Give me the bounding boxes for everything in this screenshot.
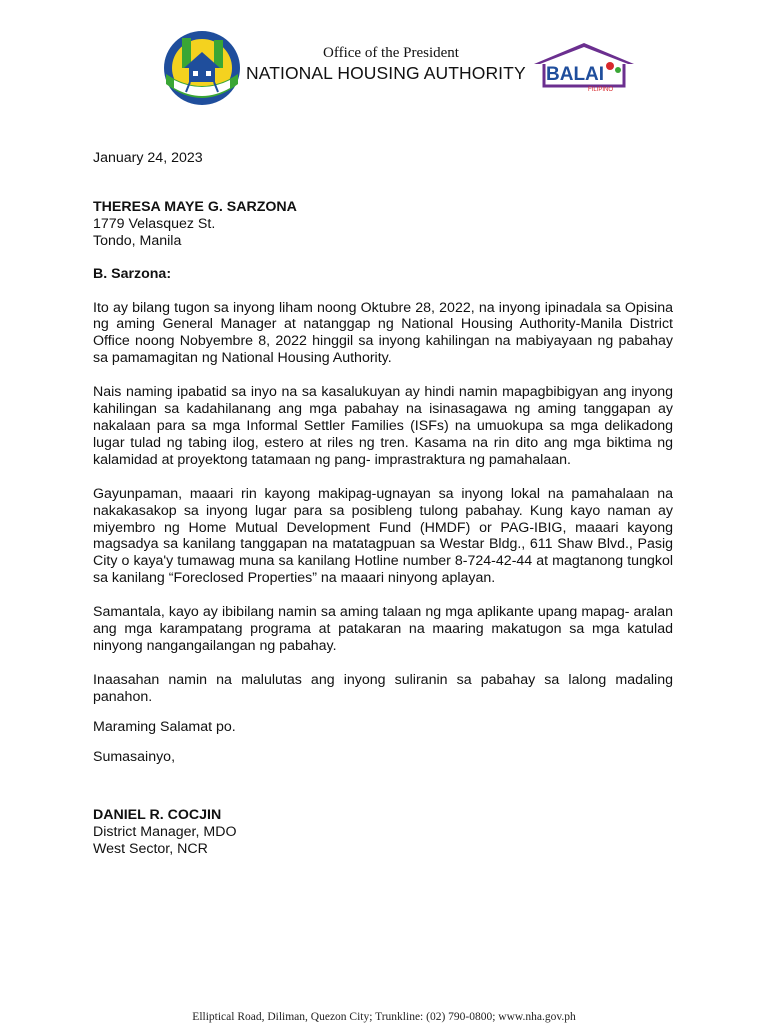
recipient-address-line2: Tondo, Manila [93, 232, 182, 249]
signatory-name: DANIEL R. COCJIN [93, 807, 222, 824]
salutation: B. Sarzona: [93, 265, 172, 282]
office-of-the-president: Office of the President [323, 45, 459, 61]
letter-body [93, 150, 673, 858]
letterhead [0, 0, 768, 110]
svg-text:BALAI: BALAI [546, 64, 605, 85]
balai-filipino-logo [528, 40, 640, 92]
signatory-title: District Manager, MDO [93, 824, 237, 841]
agency-name: NATIONAL HOUSING AUTHORITY [246, 63, 526, 83]
nha-seal-logo [160, 28, 245, 108]
recipient-address-line1: 1779 Velasquez St. [93, 215, 216, 232]
paragraph: Gayunpaman, maaari rin kayong makipag-ugnayan sa inyong lokal na pamahalaan na nakakasakop sa inyong lugar para sa posibleng tulong pabahay. Kung kayo naman ay miyembro ng Home Mutual Development Fund (HMDF) or PAG-IBIG, maaari kayong magsadya sa kanilang tanggapan na matatagpuan sa Westar Bldg., 611 Shaw Blvd., Pasig City o kaya'y tumawag muna sa kanilang Hotline number 8-724-42-44 at magtanong tungkol sa kanilang “Foreclosed Properties” na maaari ninyong aplayan. [93, 485, 673, 587]
recipient-name: THERESA MAYE G. SARZONA [93, 198, 297, 215]
letterhead-text [246, 44, 546, 84]
complimentary-close: Sumasainyo, [93, 748, 176, 765]
letter-date: January 24, 2023 [93, 150, 203, 166]
paragraph: Samantala, kayo ay ibibilang namin sa aming talaan ng mga aplikante upang mapag- aralan ang mga karampatang programa at patakaran na maaring makatugon sa mga katulad ninyong nangangailangan ng pabahay. [93, 604, 673, 654]
paragraph: Nais naming ipabatid sa inyo na sa kasalukuyan ay hindi namin mapagbibigyan ang inyong kahilingan sa kadahilanang ang mga pabahay na isinasagawa ng aming tanggapan ay nakalaan para sa mga Informal Settler Families (ISFs) na umuokupa sa mga delikadong lugar tulad ng tabing ilog, estero at riles ng tren. Kasama na rin dito ang mga biktima ng kalamidad at proyektong tatamaan ng pang- imprastraktura ng pamahalaan. [93, 384, 673, 468]
footer-address: Elliptical Road, Diliman, Quezon City; Trunkline: (02) 790-0800; www.nha.gov.ph [192, 1011, 576, 1023]
thanks-line: Maraming Salamat po. [93, 718, 236, 735]
signatory-unit: West Sector, NCR [93, 841, 208, 858]
paragraph: Ito ay bilang tugon sa inyong liham noong Oktubre 28, 2022, na inyong ipinadala sa Opisina ng aming General Manager at natanggap ng National Housing Authority-Manila District Office noong Nobyembre 8, 2022 hinggil sa inyong kahilingan na mabiyayaan ng pabahay sa pamamagitan ng National Housing Authority. [93, 299, 673, 367]
paragraph: Inaasahan namin na malulutas ang inyong suliranin sa pabahay sa lalong madaling panahon. [93, 671, 673, 705]
svg-text:FILIPINO: FILIPINO [588, 87, 614, 92]
